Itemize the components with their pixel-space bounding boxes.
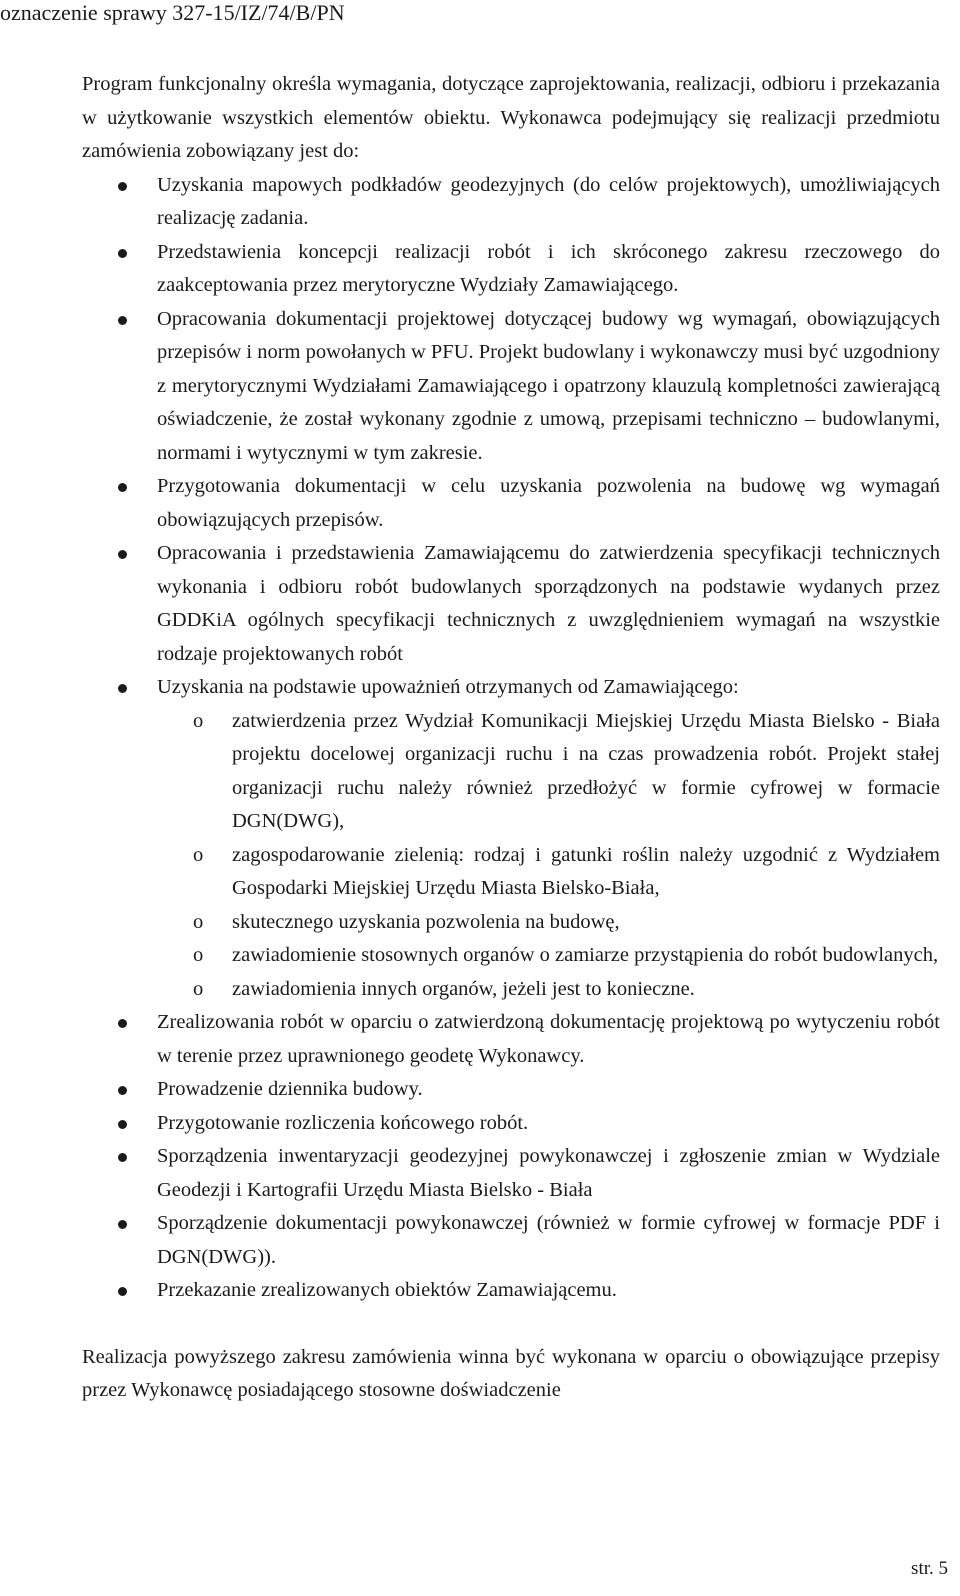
list-item-text: Uzyskania na podstawie upoważnień otrzymanych od Zamawiającego: [157,676,739,698]
sublist-item-text: zagospodarowanie zielenią: rodzaj i gatunki roślin należy uzgodnić z Wydziałem Gospodarki Miejskiej Urzędu Miasta Bielsko-Biała, [232,843,940,899]
list-item-text: Przygotowanie rozliczenia końcowego robót. [157,1111,529,1134]
circle-bullet-icon: o [193,910,204,933]
list-item-text: Opracowania i przedstawienia Zamawiającemu do zatwierdzenia specyfikacji technicznych wykonania i odbioru robót budowlanych sporządzonych na podstawie wydanych przez GDDKiA ogólnych specyfikacji technicznych z uwzględnieniem wymagań na wszystkie rodzaje projektowanych robót [157,542,940,665]
list-item-text: Opracowania dokumentacji projektowej dotyczącej budowy wg wymagań, obowiązujących przepisów i norm powołanych w PFU. Projekt budowlany i wykonawczy musi być uzgodniony z merytorycznymi Wydziałami Zamawiającego i opatrzony klauzulą kompletności zawierającą oświadczenie, że został wykonany zgodnie z umową, przepisami techniczno – budowlanymi, normami i wytycznymi w tym zakresie. [157,307,940,464]
intro-paragraph: Program funkcjonalny określa wymagania, dotyczące zaprojektowania, realizacji, odbioru i przekazania w użytkowanie wszystkich elementów obiektu. Wykonawca podejmujący się realizacji przedmiotu zamówienia zobowiązany jest do: [82,73,940,162]
bullet-icon [118,550,127,559]
list-item [82,671,940,1006]
sublist-item-text: zawiadomienia innych organów, jeżeli jest to konieczne. [232,977,695,1000]
list-item [82,1274,940,1308]
circle-bullet-icon: o [193,709,204,732]
page-number: str. 5 [911,1558,948,1579]
list-item-text: Sporządzenie dokumentacji powykonawczej (również w formie cyfrowej w formacje PDF i DGN(DWG)). [157,1212,940,1268]
bullet-icon [118,316,127,325]
list-item [82,1140,940,1207]
bullet-icon [118,1019,127,1028]
sublist-item [157,973,940,1007]
sublist-item-text: zatwierdzenia przez Wydział Komunikacji Miejskiej Urzędu Miasta Bielsko - Biała projektu docelowej organizacji ruchu i na czas prowadzenia robót. Projekt stałej organizacji ruchu należy również przedłożyć w formie cyfrowej w formacie DGN(DWG), [232,709,940,832]
list-item-text: Zrealizowania robót w oparciu o zatwierdzoną dokumentację projektową po wytyczeniu robót w terenie przez uprawnionego geodetę Wykonawcy. [157,1011,940,1067]
circle-bullet-icon: o [193,977,204,1000]
list-item-text: Uzyskania mapowych podkładów geodezyjnych (do celów projektowych), umożliwiających realizację zadania. [157,173,940,229]
list-item [82,1006,940,1073]
sublist-item [157,705,940,839]
list-item [82,470,940,537]
obligations-list [82,169,940,1308]
list-item [82,1207,940,1274]
bullet-icon [118,684,127,693]
bullet-icon [118,1153,127,1162]
circle-bullet-icon: o [193,843,204,866]
sublist-item-text: zawiadomienie stosownych organów o zamiarze przystąpienia do robót budowlanych, [232,944,939,966]
bullet-icon [118,182,127,191]
list-item-text: Przekazanie zrealizowanych obiektów Zamawiającemu. [157,1279,617,1301]
sublist-item-text: skutecznego uzyskania pozwolenia na budowę, [232,910,620,933]
bullet-icon [118,1220,127,1229]
bullet-icon [118,249,127,258]
bullet-icon [118,1287,127,1296]
closing-paragraph: Realizacja powyższego zakresu zamówienia winna być wykonana w oparciu o obowiązujące przepisy przez Wykonawcę posiadającego stosowne doświadczenie [82,1345,940,1401]
sublist-item [157,906,940,940]
list-item-text: Prowadzenie dziennika budowy. [157,1078,423,1100]
authorizations-sublist [157,705,940,1007]
sublist-item [157,839,940,906]
list-item [82,537,940,671]
list-item-text: Sporządzenia inwentaryzacji geodezyjnej powykonawczej i zgłoszenie zmian w Wydziale Geodezji i Kartografii Urzędu Miasta Bielsko - Biała [157,1145,940,1201]
bullet-icon [118,1086,127,1095]
list-item [82,1073,940,1107]
list-item-text: Przedstawienia koncepcji realizacji robót i ich skróconego zakresu rzeczowego do zaakceptowania przez merytoryczne Wydziały Zamawiającego. [157,240,940,296]
bullet-icon [118,483,127,492]
sublist-item [157,939,940,973]
case-number-header: oznaczenie sprawy 327-15/IZ/74/B/PN [0,0,345,25]
list-item [82,303,940,471]
list-item [82,236,940,303]
list-item [82,169,940,236]
list-item [82,1107,940,1141]
document-body [82,68,940,1408]
circle-bullet-icon: o [193,944,204,966]
bullet-icon [118,1120,127,1129]
list-item-text: Przygotowania dokumentacji w celu uzyskania pozwolenia na budowę wg wymagań obowiązujących przepisów. [157,475,940,531]
